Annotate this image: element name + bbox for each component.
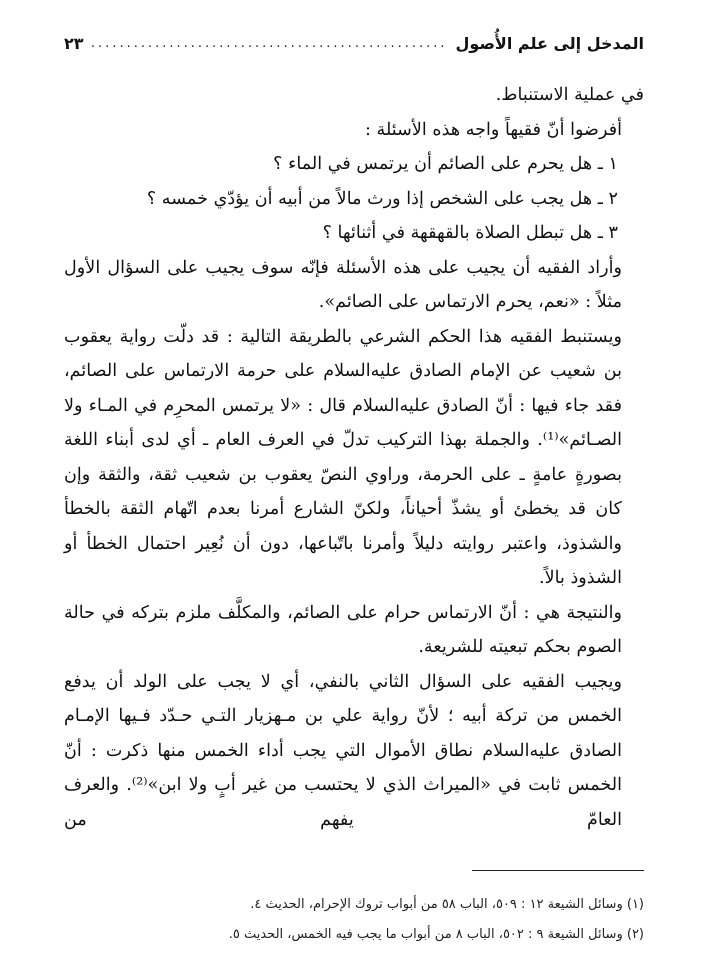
- paragraph: في عملية الاستنباط.: [495, 85, 644, 105]
- page-number: ٢٣: [64, 33, 84, 53]
- paragraph: وأراد الفقيه أن يجيب على هذه الأسئلة فإنّه سوف يجيب على السؤال الأول مثلاً : «نعم، يحرم الارتماس على الصائم».: [64, 257, 622, 312]
- header-leader-dots: [92, 36, 448, 51]
- question-item: ٣ ـ هل تبطل الصلاة بالقهقهة في أثنائها ؟: [322, 223, 618, 243]
- question-item: ١ ـ هل يحرم على الصائم أن يرتمس في الماء ؟: [273, 154, 618, 174]
- footnote-separator: [472, 870, 644, 871]
- paragraph: أفرضوا أنّ فقيهاً واجه هذه الأسئلة :: [365, 119, 622, 140]
- running-header: [64, 30, 644, 56]
- main-text: [64, 78, 644, 837]
- paragraph: والنتيجة هي : أنّ الارتماس حرام على الصائم، والمكلَّف ملزم بتركه في حالة الصوم بحكم تبعيته للشريعة.: [64, 602, 622, 657]
- book-title: المدخل إلى علم الأُصول: [455, 33, 644, 53]
- footnote: (٢) وسائل الشيعة ٩ : ٥٠٢، الباب ٨ من أبواب ما يجب فيه الخمس، الحديث ٥.: [228, 927, 644, 942]
- footnotes: [64, 890, 644, 950]
- footnote: (١) وسائل الشيعة ١٢ : ٥٠٩، الباب ٥٨ من أبواب تروك الإحرام، الحديث ٤.: [250, 897, 644, 912]
- paragraph: ويجيب الفقيه على السؤال الثاني بالنفي، أي لا يجب على الولد أن يدفع الخمس من تركة أبيه ؛ لأنّ رواية علي بن مـهزيار التـي حـدّد فـيها الإمـام الصادق عليه‌السلام نطاق الأموال التي يجب أداء الخمس منها ذكرت : أنّ الخمس ثابت في «الميراث الذي لا يحتسب من غير أبٍ ولا ابن»⁽²⁾. والعرف العامّ يفهم من: [64, 671, 623, 830]
- paragraph: ويستنبط الفقيه هذا الحكم الشرعي بالطريقة التالية : قد دلّت رواية يعقوب بن شعيب عن الإمام الصادق عليه‌السلام على حرمة الارتماس على الصائم، فقد جاء فيها : أنّ الصادق عليه‌السلام قال : «لا يرتمس المحرِم في المـاء ولا الصـائم»⁽¹⁾. والجملة بهذا التركيب تدلّ في العرف العام ـ أي لدى أبناء اللغة بصورةٍ عامةٍ ـ على الحرمة، وراوي النصّ يعقوب بن شعيب ثقة، والثقة وإن كان قد يخطئ أو يشذّ أحياناً، ولكنّ الشارع أمرنا بعدم اتّهام الثقة بالخطأ والشذوذ، واعتبر روايته دليلاً وأمرنا باتّباعها، دون أن نُعِير احتمال الخطأ أو الشذوذ بالاً.: [64, 326, 622, 588]
- question-item: ٢ ـ هل يجب على الشخص إذا ورث مالاً من أبيه أن يؤدّي خمسه ؟: [146, 188, 618, 209]
